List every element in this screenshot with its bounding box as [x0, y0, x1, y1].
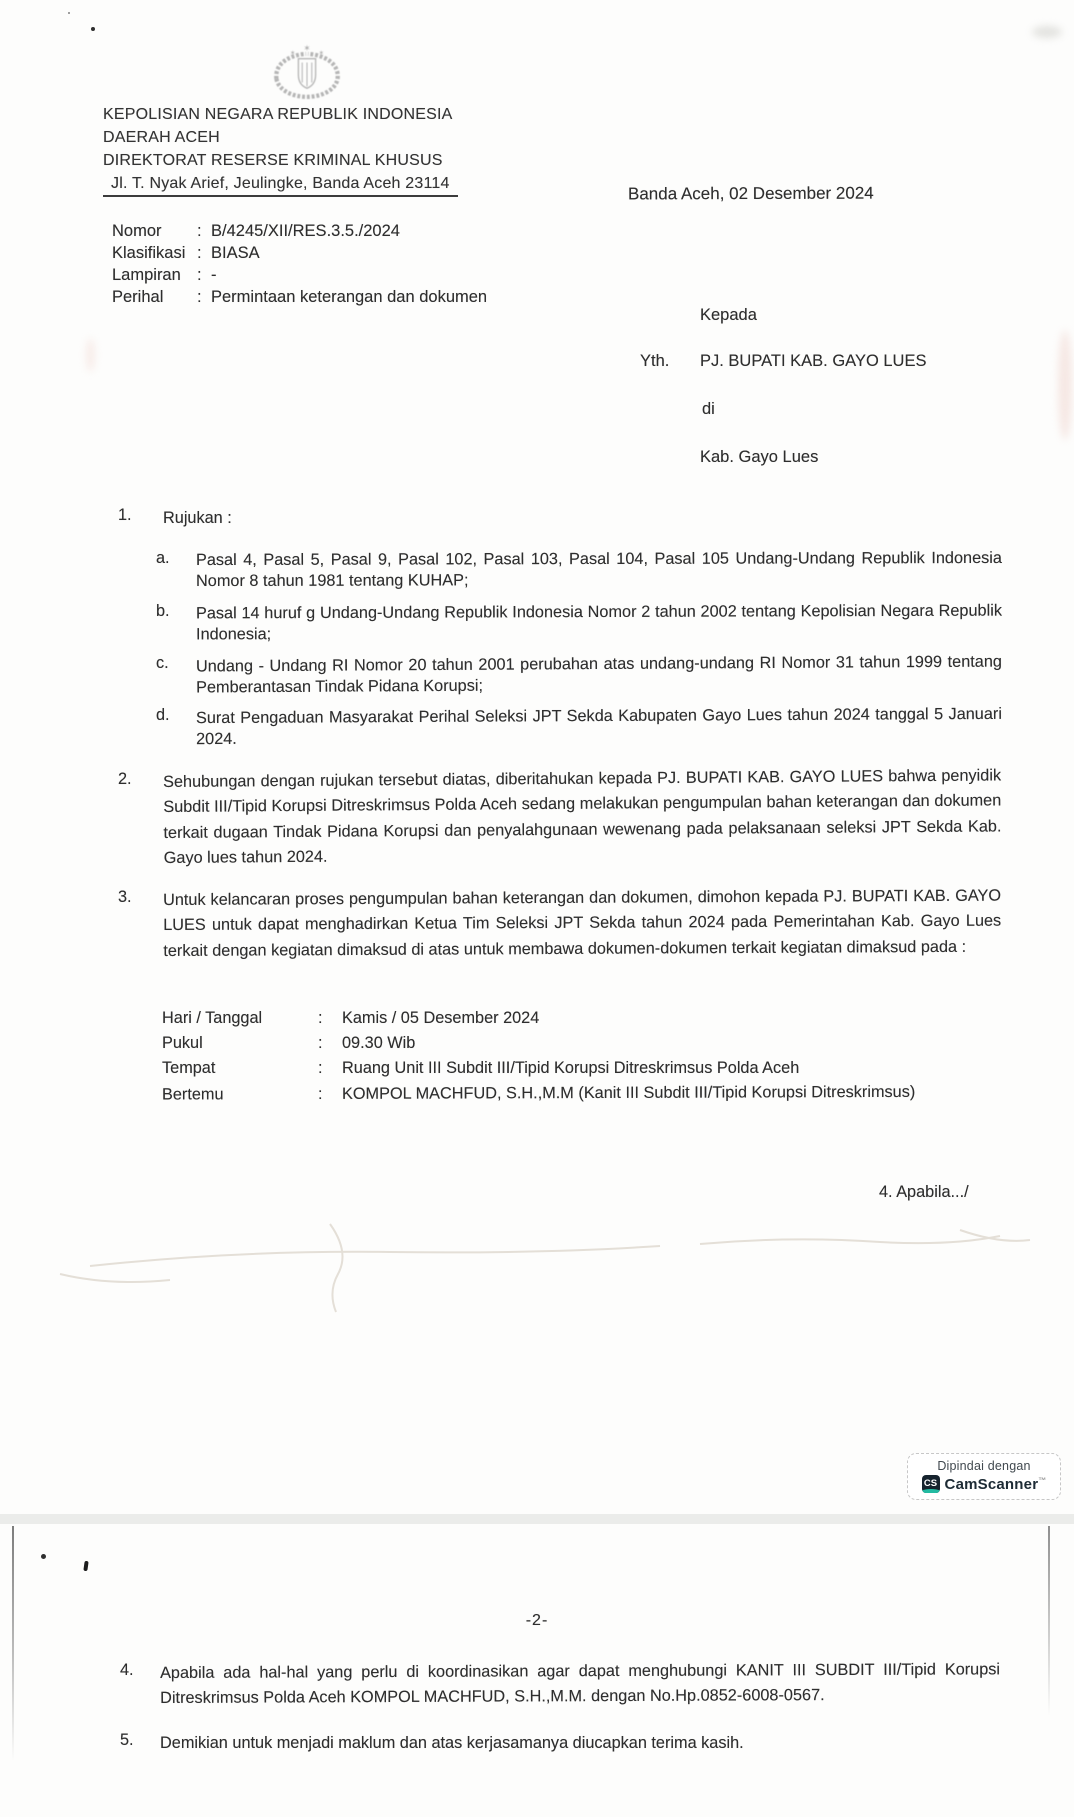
item-5-text: Demikian untuk menjadi maklum dan atas kerjasamanya diucapkan terima kasih.	[160, 1734, 744, 1752]
item-2-text: Sehubungan dengan rujukan tersebut diatas, diberitahukan kepada PJ. BUPATI KAB. GAYO LUES bahwa penyidik Subdit III/Tipid Korupsi Ditreskrimsus Polda Aceh sedang melakukan pengumpulan bahan keterangan dan dokumen terkait dugaan Tindak Pidana Korupsi dan penyalahgunaan wewenang pada pelaksanaan seleksi JPT Sekda Kab. Gayo lues tahun 2024.	[163, 766, 1002, 867]
letterhead-region: DAERAH ACEH	[103, 129, 220, 146]
item-3-number: 3.	[118, 888, 132, 906]
meta-row-perihal: Perihal : Permintaan keterangan dan dokumen	[112, 288, 488, 306]
ref-c-letter: c.	[156, 654, 169, 672]
letterhead-org-name: KEPOLISIAN NEGARA REPUBLIK INDONESIA	[103, 106, 453, 123]
letter-date: Banda Aceh, 02 Desember 2024	[627, 183, 874, 204]
item-4-number: 4.	[120, 1661, 134, 1679]
scan-smudge	[1032, 26, 1062, 38]
scan-smudge	[1058, 330, 1072, 440]
scan-speck	[41, 1554, 46, 1559]
svg-text:✶: ✶	[289, 48, 296, 57]
camscanner-caption: Dipindai dengan	[937, 1459, 1031, 1473]
svg-text:✶: ✶	[318, 48, 325, 57]
letterhead-address: Jl. T. Nyak Arief, Jeulingke, Banda Aceh 23114	[103, 175, 503, 197]
item-4-text: Apabila ada hal-hal yang perlu di koordinasikan agar dapat menghubungi KANIT III SUBDIT III/Tipid Korupsi Ditreskrimsus Polda Aceh KOMPOL MACHFUD, S.H.,M.M. dengan No.Hp.0852-6008-0567.	[160, 1660, 1001, 1708]
item-1-text: Rujukan :	[163, 509, 232, 527]
recipient-di: di	[702, 400, 715, 418]
item-1-number: 1.	[118, 506, 132, 524]
police-emblem-icon	[264, 42, 350, 104]
item-3-text: Untuk kelancaran proses pengumpulan bahan keterangan dan dokumen, dimohon kepada PJ. BUPATI KAB. GAYO LUES untuk dapat menghadirkan Ketua Tim Seleksi JPT Sekda tahun 2024 pada Pemerintahan Kab. Gayo Lues terkait dengan kegiatan dimaksud di atas untuk membawa dokumen-dokumen terkait kegiatan dimaksud pada :	[163, 886, 1002, 960]
recipient-yth-label: Yth.	[640, 352, 670, 370]
recipient-name: PJ. BUPATI KAB. GAYO LUES	[700, 352, 927, 370]
page-2-number: -2-	[525, 1612, 549, 1629]
ref-a-text: Pasal 4, Pasal 5, Pasal 9, Pasal 102, Pasal 103, Pasal 104, Pasal 105 Undang-Undang Republik Indonesia Nomor 8 tahun 1981 tentang KUHAP;	[195, 548, 1002, 591]
trademark-symbol: ™	[1038, 1475, 1047, 1485]
meta-row-lampiran: Lampiran : -	[112, 266, 217, 284]
item-2-number: 2.	[118, 770, 132, 788]
ref-a-letter: a.	[156, 549, 170, 567]
page2-left-edge	[12, 1526, 14, 1761]
camscanner-app-name: CamScanner™	[944, 1475, 1047, 1493]
ref-b-text: Pasal 14 huruf g Undang-Undang Republik Indonesia Nomor 2 tahun 2002 tentang Kepolisian Negara Republik Indonesia;	[195, 601, 1002, 644]
camscanner-icon: CS	[922, 1475, 940, 1493]
detail-row-tempat: Tempat : Ruang Unit III Subdit III/Tipid Korupsi Ditreskrimsus Polda Aceh	[162, 1059, 800, 1077]
recipient-kepada: Kepada	[700, 306, 757, 324]
ref-c-text: Undang - Undang RI Nomor 20 tahun 2001 perubahan atas undang-undang RI Nomor 31 tahun 1999 tentang Pemberantasan Tindak Pidana Korupsi;	[195, 652, 1002, 697]
detail-row-bertemu: Bertemu : KOMPOL MACHFUD, S.H.,M.M (Kanit III Subdit III/Tipid Korupsi Ditreskrimsus)	[161, 1082, 916, 1104]
detail-row-hari-tanggal: Hari / Tanggal : Kamis / 05 Desember 2024	[162, 1009, 540, 1027]
page-separator-band	[0, 1514, 1074, 1524]
item-5-number: 5.	[120, 1731, 134, 1749]
recipient-place: Kab. Gayo Lues	[700, 448, 819, 466]
scan-speck	[68, 12, 70, 14]
letterhead-directorate: DIREKTORAT RESERSE KRIMINAL KHUSUS	[103, 152, 443, 169]
svg-text:✶: ✶	[303, 44, 311, 55]
continuation-marker: 4. Apabila.../	[879, 1183, 969, 1201]
ref-d-letter: d.	[156, 706, 170, 724]
scan-smudge	[86, 338, 95, 372]
meta-row-klasifikasi: Klasifikasi : BIASA	[112, 244, 260, 262]
camscanner-watermark	[907, 1453, 1061, 1500]
meta-row-nomor: Nomor : B/4245/XII/RES.3.5./2024	[112, 222, 400, 240]
ref-b-letter: b.	[156, 602, 170, 620]
scan-speck	[83, 1561, 88, 1571]
fold-crease-marks	[0, 1190, 1074, 1330]
scan-speck	[91, 27, 95, 31]
detail-row-pukul: Pukul : 09.30 Wib	[162, 1034, 416, 1052]
ref-d-text: Surat Pengaduan Masyarakat Perihal Seleksi JPT Sekda Kabupaten Gayo Lues tahun 2024 tanggal 5 Januari 2024.	[195, 704, 1002, 749]
